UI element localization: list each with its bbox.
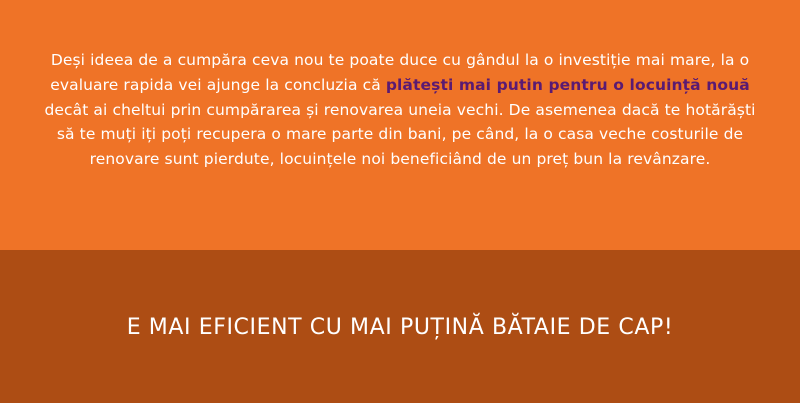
paragraph-highlight: plătești mai putin pentru o locuință nouă: [385, 75, 750, 94]
slogan-banner: [0, 250, 800, 403]
slogan-text: E MAI EFICIENT CU MAI PUȚINĂ BĂTAIE DE CAP!: [126, 315, 674, 340]
paragraph-text-after: decât ai cheltui prin cumpărarea și renovarea uneia vechi. De asemenea dacă te hotărăști să te muți iți poți recupera o mare parte din bani, pe când, la o casa veche costurile de renovare sunt pierdute, locuințele noi beneficiând de un preț bun la revânzare.: [44, 100, 756, 169]
paragraph-text-before: Deși ideea de a cumpăra ceva nou te poate duce cu gândul la o investiție mai mare, la o evaluare rapida vei ajunge la concluzia că: [50, 51, 750, 94]
info-paragraph: [36, 48, 764, 172]
